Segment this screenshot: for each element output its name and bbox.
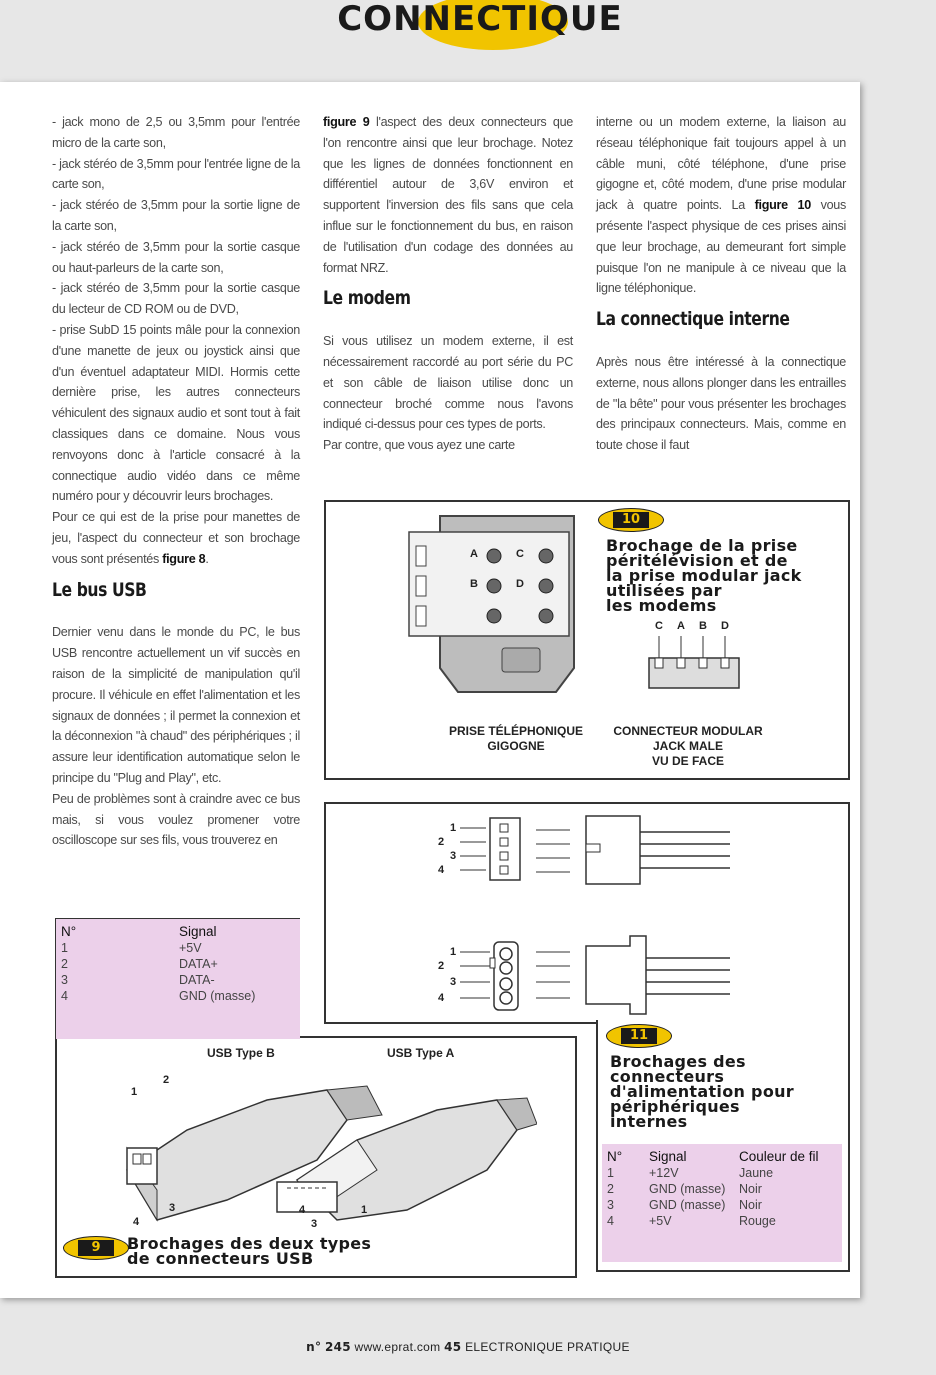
figure-ref: figure 9 xyxy=(323,115,370,129)
pin-label: 2 xyxy=(438,960,445,972)
figure-ref: figure 10 xyxy=(754,198,811,213)
table-cell: DATA- xyxy=(179,973,215,987)
power-pin-table-box xyxy=(602,1144,842,1262)
table-cell: GND (masse) xyxy=(649,1198,726,1212)
modular-label-3: B xyxy=(699,620,707,632)
title-line: connecteurs xyxy=(610,1067,725,1086)
usb-pin-table-box xyxy=(55,918,300,1039)
title-line: utilisées par xyxy=(606,581,722,600)
title-line: périphériques xyxy=(610,1097,740,1116)
figure-11-title xyxy=(610,1054,794,1129)
caption-line: JACK MALE xyxy=(652,739,723,753)
title-line: Brochage de la prise xyxy=(606,536,798,555)
caption-line: GIGOGNE xyxy=(487,739,545,753)
usb-a-pin-4: 4 xyxy=(299,1204,306,1216)
figure-9-title xyxy=(127,1236,371,1266)
usb-connectors-drawing xyxy=(117,1060,537,1240)
title-line: péritélévision et de xyxy=(606,551,788,570)
figure-11-drawing-box xyxy=(324,802,850,1024)
title-line: la prise modular jack xyxy=(606,566,802,585)
figure-10-title xyxy=(606,538,802,613)
table-row xyxy=(606,1197,842,1213)
pin-label: 4 xyxy=(438,864,445,876)
heading-modem: Le modem xyxy=(323,287,411,310)
table-cell: Noir xyxy=(739,1198,762,1212)
table-cell: Rouge xyxy=(739,1214,776,1228)
table-header-row xyxy=(606,1148,842,1165)
title-line: les modems xyxy=(606,596,717,615)
text-run: Pour ce qui est de la prise pour manettes de jeu, l'aspect du connecteur et son brochage vous sont présentés xyxy=(52,510,300,566)
pin-label: 2 xyxy=(438,836,445,848)
paragraph: Dernier venu dans le monde du PC, le bus USB rencontre actuellement un vif succès en raison de la simplicité de manipulation qu'il procure. Il véhicule en effet l'alimentation et les signaux de données ; il permet la connexion et la déconnexion "à chaud" des périphériques ; il assure leur identification automatique selon le principe du "Plug and Play", etc. xyxy=(52,625,300,785)
table-row xyxy=(60,988,298,1004)
table-row xyxy=(606,1181,842,1197)
gigogne-label-b: B xyxy=(470,578,478,590)
pin-label: 3 xyxy=(450,976,457,988)
table-row xyxy=(60,972,298,988)
modular-label-2: A xyxy=(677,620,685,632)
paragraph: Après nous être intéressé à la connectique externe, nous allons plonger dans les entrailles de "la bête" pour vous présenter les brochages des principaux connecteurs. Mais, comme en toute chose il faut xyxy=(596,354,846,453)
column-2 xyxy=(323,112,573,456)
table-row xyxy=(606,1213,842,1229)
figure-10-badge xyxy=(598,508,664,532)
usb-a-pin-3: 3 xyxy=(311,1218,318,1230)
table-cell: GND (masse) xyxy=(179,989,256,1003)
table-cell: 4 xyxy=(607,1214,614,1228)
heading-usb: Le bus USB xyxy=(52,578,147,601)
title-line: Brochages des deux types xyxy=(127,1234,372,1253)
paragraph: - prise SubD 15 points mâle pour la connexion d'une manette de jeux ou joystick ainsi que d'un éventuel adaptateur MIDI. Hormis cette dernière prise, les autres connecteurs véhiculent des signaux audio et sont tout à fait classiques dans ce domaine. Nous vous renvoyons donc à l'article consacré à la connectique audio vidéo dans ce même numéro pour y découvrir leurs brochages. xyxy=(52,322,300,504)
usb-pin-table xyxy=(60,923,298,1004)
figure-10-box xyxy=(324,500,850,780)
figure-number: 10 xyxy=(613,512,649,528)
power-pin-table xyxy=(606,1148,842,1229)
heading-connectique-interne: La connectique interne xyxy=(596,308,790,331)
table-cell: +5V xyxy=(179,941,202,955)
column-header: N° xyxy=(61,924,77,939)
usb-b-pin-3: 3 xyxy=(169,1202,176,1214)
table-cell: Noir xyxy=(739,1182,762,1196)
text-run: interne ou un modem externe, la liaison au réseau téléphonique fait toujours appel à un câble muni, côté téléphone, d'une prise gigogne et, côté modem, d'une prise modular jack à quatre points. La xyxy=(596,115,846,213)
title-line: Brochages des xyxy=(610,1052,746,1071)
paragraph: - jack stéréo de 3,5mm pour l'entrée ligne de la carte son, xyxy=(52,156,300,192)
pin-label: 4 xyxy=(438,992,445,1004)
usb-a-pin-1: 1 xyxy=(361,1204,368,1216)
column-3 xyxy=(596,112,846,456)
title-line: de connecteurs USB xyxy=(127,1249,314,1268)
table-cell: 2 xyxy=(607,1182,614,1196)
pin-label: 1 xyxy=(450,946,457,958)
table-cell: +12V xyxy=(649,1166,679,1180)
title-line: internes xyxy=(610,1112,688,1131)
table-cell: +5V xyxy=(649,1214,672,1228)
gigogne-label-c: C xyxy=(516,548,524,560)
usb-b-pin-1: 1 xyxy=(131,1086,138,1098)
section-title-text: CONNECTIQUE xyxy=(337,0,623,39)
figure-9-badge xyxy=(63,1236,129,1260)
title-line: d'alimentation pour xyxy=(610,1082,794,1101)
paragraph: Par contre, que vous ayez une carte xyxy=(323,438,515,453)
figure-number: 11 xyxy=(621,1028,657,1044)
table-cell: DATA+ xyxy=(179,957,218,971)
table-row xyxy=(60,940,298,956)
column-header: N° xyxy=(607,1149,623,1164)
usb-b-pin-4: 4 xyxy=(133,1216,140,1228)
table-header-row xyxy=(60,923,298,940)
caption-line: VU DE FACE xyxy=(651,754,724,768)
caption-line: PRISE TÉLÉPHONIQUE xyxy=(448,724,584,738)
caption-gigogne xyxy=(436,724,596,754)
column-1 xyxy=(52,112,300,851)
gigogne-label-a: A xyxy=(470,548,478,560)
figure-9-box xyxy=(55,1036,577,1278)
text-run: . xyxy=(205,551,209,566)
table-row xyxy=(606,1165,842,1181)
figure-ref: figure 8 xyxy=(162,551,206,566)
pin-label: 3 xyxy=(450,850,457,862)
paragraph: - jack stéréo de 3,5mm pour la sortie ligne de la carte son, xyxy=(52,198,300,233)
paragraph: - jack stéréo de 3,5mm pour la sortie casque ou haut-parleurs de la carte son, xyxy=(52,239,300,275)
page-number: 45 xyxy=(444,1340,462,1354)
gigogne-connector-drawing xyxy=(406,510,606,710)
table-cell: 4 xyxy=(61,989,68,1003)
issue-number: 245 xyxy=(324,1340,351,1354)
paragraph xyxy=(596,112,846,299)
usb-b-pin-2: 2 xyxy=(163,1074,170,1086)
molex-power-connector-drawing xyxy=(460,928,760,1018)
page-footer xyxy=(0,1340,936,1354)
paragraph: Peu de problèmes sont à craindre avec ce bus mais, si vous voulez promener votre oscilloscope sur ses fils, vous trouverez en xyxy=(52,791,300,848)
table-cell: 1 xyxy=(607,1166,614,1180)
table-cell: 1 xyxy=(61,941,68,955)
table-cell: 2 xyxy=(61,957,68,971)
text-run: vous présente l'aspect physique de ces prises ainsi que leur brochage, au demeurant fort simple puisque l'on ne manipule à ce niveau que la ligne téléphonique. xyxy=(596,198,847,296)
pin-label: 1 xyxy=(450,822,457,834)
modular-label-1: C xyxy=(655,620,663,632)
usb-type-a-label: USB Type A xyxy=(387,1046,455,1060)
magazine-name: ELECTRONIQUE PRATIQUE xyxy=(465,1340,630,1354)
paragraph xyxy=(52,507,300,569)
column-header: Signal xyxy=(179,924,217,939)
modular-jack-drawing xyxy=(644,636,754,706)
floppy-power-connector-drawing xyxy=(460,810,760,890)
paragraph xyxy=(323,112,573,278)
gigogne-label-d: D xyxy=(516,578,524,590)
usb-type-b-label: USB Type B xyxy=(207,1046,275,1060)
caption-modular xyxy=(608,724,768,769)
column-header: Couleur de fil xyxy=(739,1149,819,1164)
figure-number: 9 xyxy=(78,1240,114,1256)
table-cell: GND (masse) xyxy=(649,1182,726,1196)
section-title xyxy=(300,0,660,42)
text-run: l'aspect des deux connecteurs que l'on rencontre ainsi que leur brochage. Notez que les lignes de données fonctionnent en différentiel autour de 3,6V environ et supportent l'inversion des fils sans que cela influe sur le fonctionnement du bus, en raison de l'utilisation d'un codage des données au format NRZ. xyxy=(323,115,573,275)
table-cell: 3 xyxy=(607,1198,614,1212)
table-cell: 3 xyxy=(61,973,68,987)
modular-label-4: D xyxy=(721,620,729,632)
website-link[interactable]: www.eprat.com xyxy=(354,1340,441,1354)
caption-line: CONNECTEUR MODULAR xyxy=(613,724,763,738)
issue-prefix: n° xyxy=(306,1340,322,1354)
figure-11-table-box xyxy=(596,1020,850,1272)
table-row xyxy=(60,956,298,972)
figure-11-badge xyxy=(606,1024,672,1048)
column-header: Signal xyxy=(649,1149,687,1164)
paragraph: Si vous utilisez un modem externe, il est nécessairement raccordé au port série du PC et son câble de liaison utilise donc un connecteur broché comme nous l'avons indiqué ci-dessus pour ces types de ports. xyxy=(323,334,573,432)
paragraph: - jack stéréo de 3,5mm pour la sortie casque du lecteur de CD ROM ou de DVD, xyxy=(52,281,300,317)
table-cell: Jaune xyxy=(739,1166,774,1180)
paragraph: - jack mono de 2,5 ou 3,5mm pour l'entrée micro de la carte son, xyxy=(52,115,300,150)
